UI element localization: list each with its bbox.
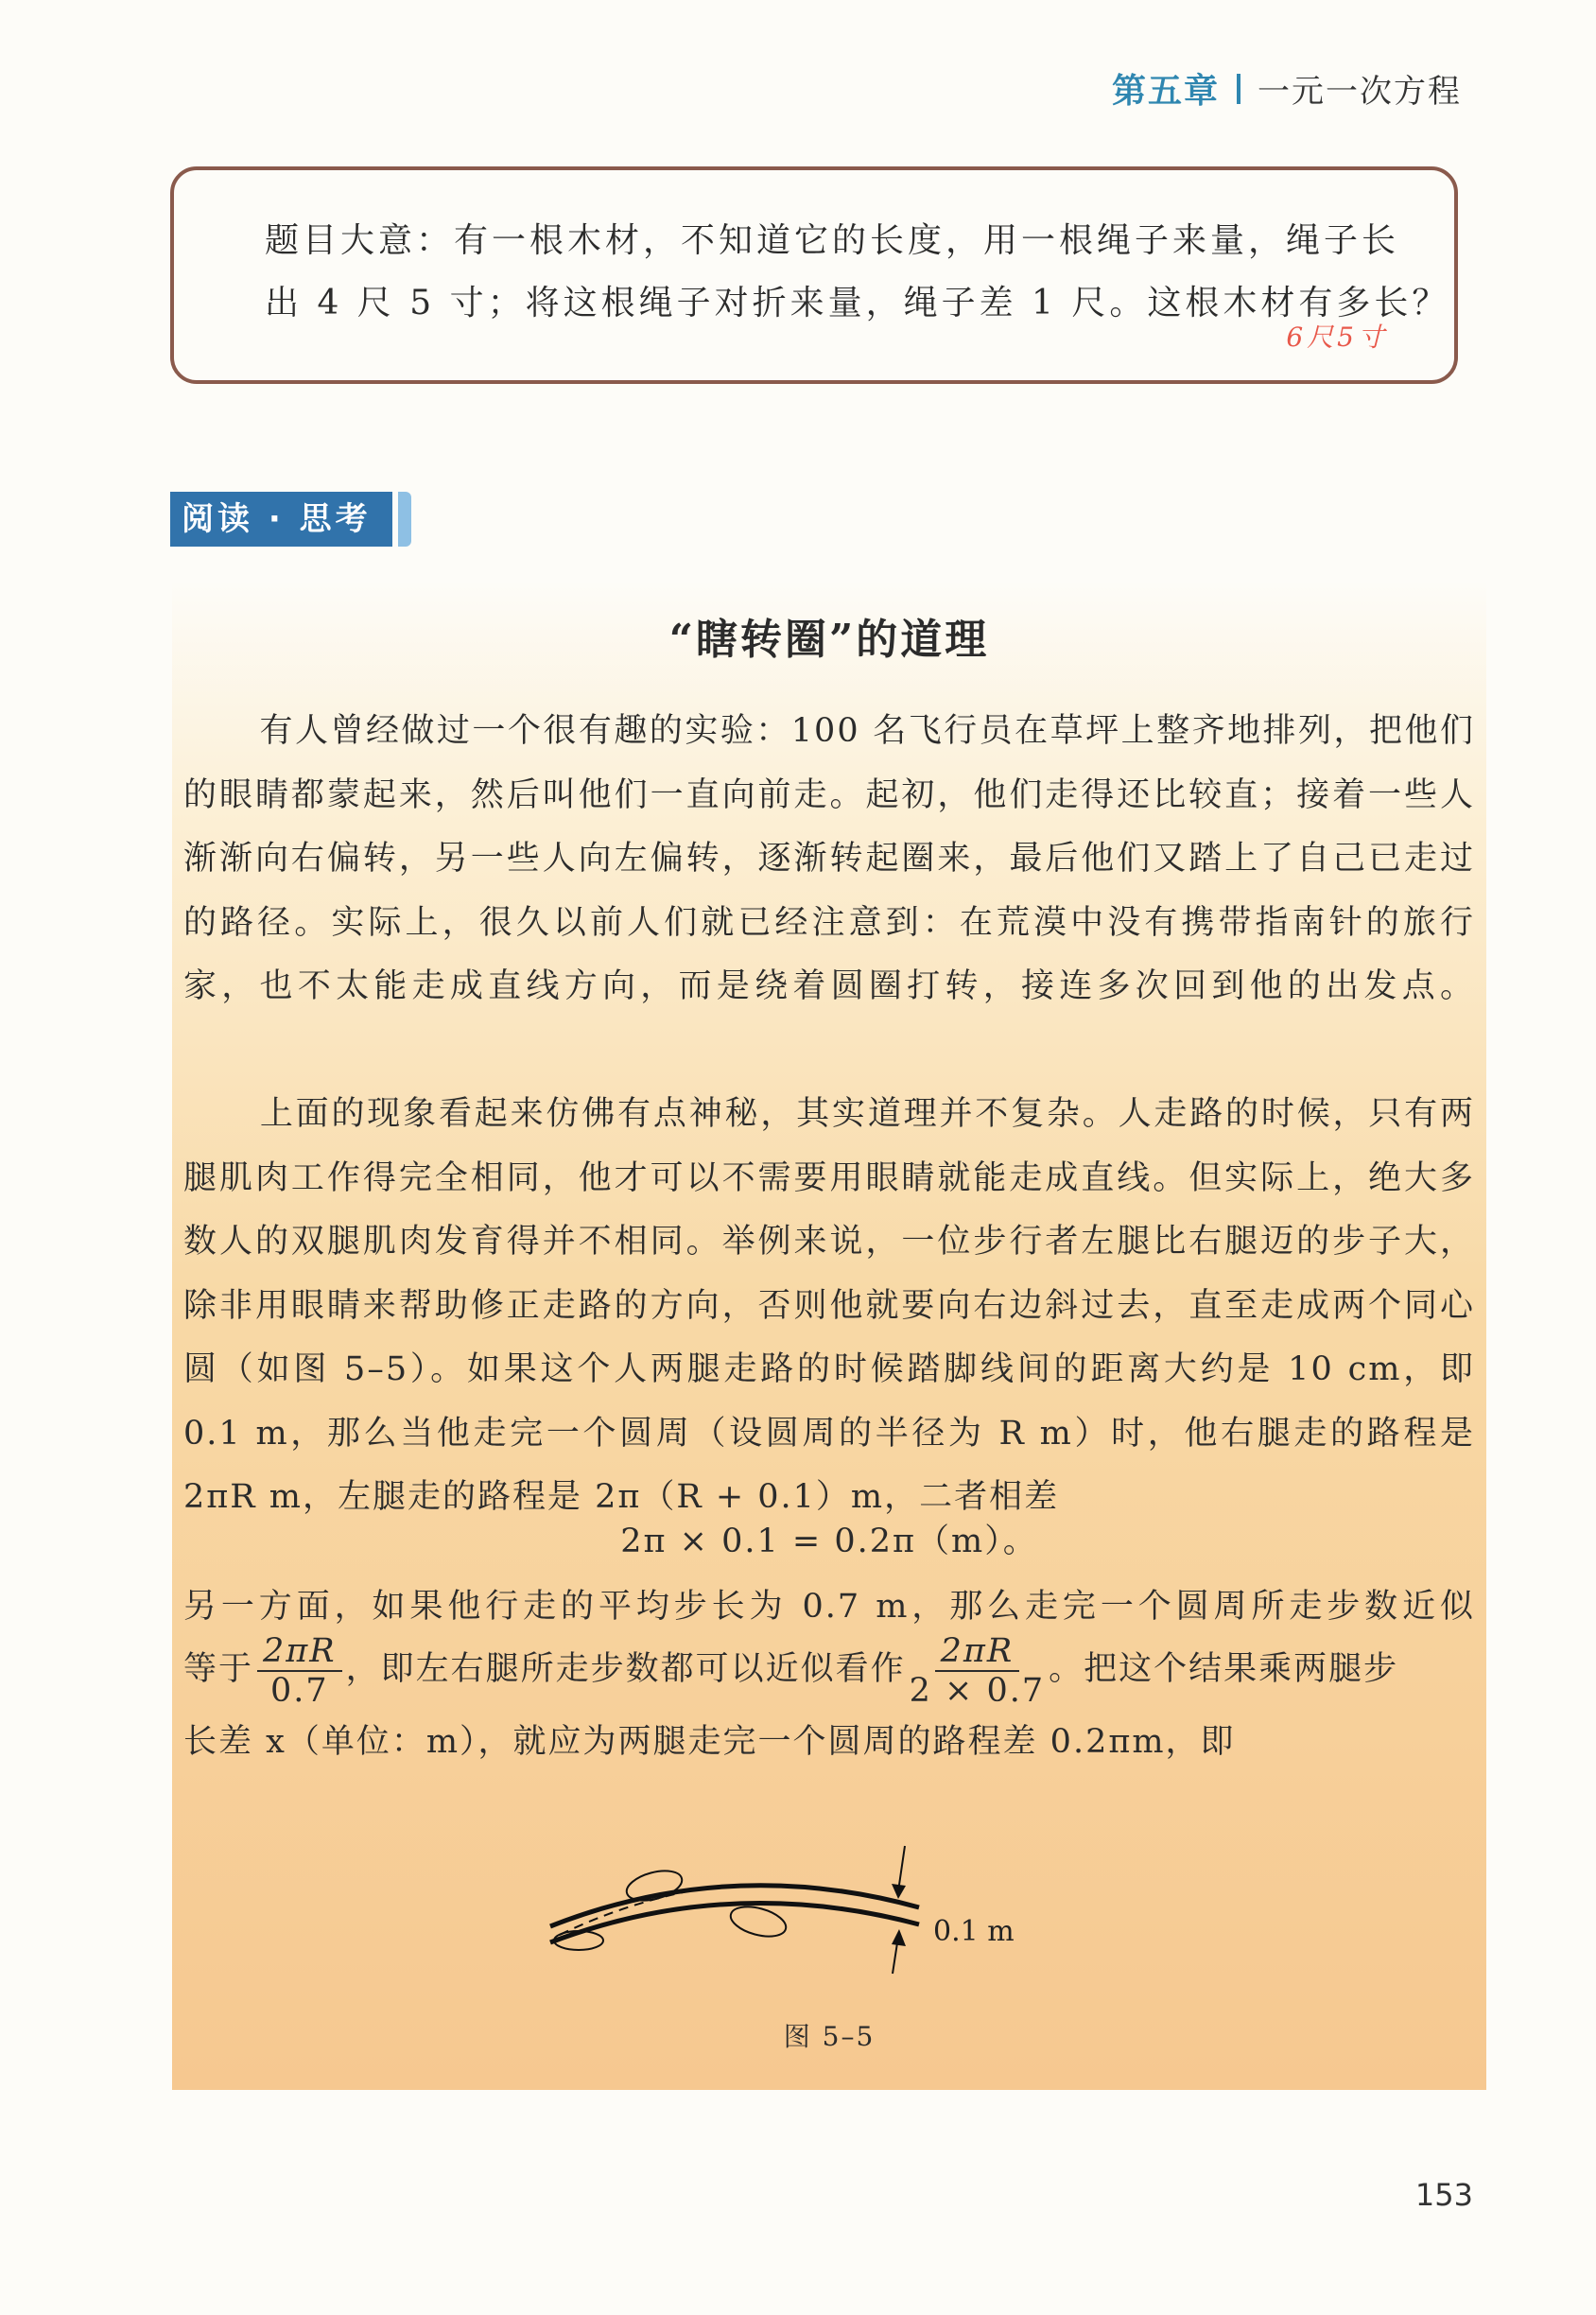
figure-distance-label: 0.1 m	[933, 1915, 1015, 1948]
header-divider	[1237, 74, 1240, 104]
problem-line-2: 出 4 尺 5 寸；将这根绳子对折来量，绳子差 1 尺。这根木材有多长？	[265, 284, 1450, 322]
reading-panel	[172, 579, 1486, 2090]
arrowhead-down	[892, 1884, 906, 1899]
handwritten-answer: 6尺5寸	[1286, 322, 1388, 353]
arrow-down-icon	[898, 1846, 905, 1891]
paragraph-3a: 另一方面，如果他行走的平均步长为 0.7 m，那么走完一个圆周所走步数近似	[183, 1588, 1475, 1626]
footprint-icon	[727, 1902, 789, 1942]
paragraph-1	[183, 700, 1475, 1019]
fraction-1-numerator: 2πR	[257, 1632, 342, 1672]
chapter-title: 一元一次方程	[1258, 73, 1462, 111]
dashed-walk-line	[560, 1889, 702, 1935]
section-label	[170, 492, 411, 547]
paragraph-3b-pre: 等于	[183, 1650, 254, 1688]
problem-box	[170, 166, 1458, 384]
reading-title: “瞎转圈”的道理	[668, 616, 990, 664]
page-header	[1112, 64, 1462, 113]
formula-line: 2π × 0.1 = 0.2π（m）。	[620, 1523, 1038, 1560]
paragraph-3b	[183, 1627, 1398, 1712]
fraction-1-denominator: 0.7	[269, 1671, 329, 1710]
chapter-number: 第五章	[1111, 72, 1220, 111]
fraction-2-numerator: 2πR	[935, 1632, 1020, 1672]
section-label-text: 阅读 · 思考	[170, 492, 392, 547]
fraction-1	[257, 1632, 342, 1710]
paragraph-2-text: 上面的现象看起来仿佛有点神秘，其实道理并不复杂。人走路的时候，只有两腿肌肉工作得完全相同，他才可以不需要用眼睛就能走成直线。但实际上，绝大多数人的双腿肌肉发育得并不相同。举例来说，一位步行者左腿比右腿迈的步子大，除非用眼睛来帮助修正走路的方向，否则他就要向右边斜过去，直至走成两个同心圆（如图 5–5）。如果这个人两腿走路的时候踏脚线间的距离大约是 10 cm，即 0.1 m，那么当他走完一个圆周（设圆周的半径为 R m）时，他右腿走的路程是 2πR m，左腿走的路程是 2π（R + 0.1）m，二者相差	[183, 1095, 1475, 1516]
paragraph-2	[183, 1083, 1475, 1530]
section-label-tab	[398, 492, 411, 547]
paragraph-1-text: 有人曾经做过一个很有趣的实验：100 名飞行员在草坪上整齐地排列，把他们的眼睛都蒙起来，然后叫他们一直向前走。起初，他们走得还比较直；接着一些人渐渐向右偏转，另一些人向左偏转，逐渐转起圈来，最后他们又踏上了自己已走过的路径。实际上，很久以前人们就已经注意到：在荒漠中没有携带指南针的旅行家，也不太能走成直线方向，而是绕着圆圈打转，接连多次回到他的出发点。	[183, 712, 1475, 1005]
page-number: 153	[1414, 2177, 1473, 2213]
figure-concentric-paths	[541, 1836, 1032, 1978]
arrowhead-up	[892, 1929, 906, 1946]
paragraph-3b-mid: ，即左右腿所走步数都可以近似看作	[345, 1650, 906, 1688]
fraction-2-denominator: 2 × 0.7	[909, 1671, 1046, 1710]
problem-line-1: 题目大意：有一根木材，不知道它的长度，用一根绳子来量，绳子长	[265, 221, 1400, 260]
fraction-2	[910, 1632, 1046, 1710]
paragraph-3c: 长差 x（单位：m），就应为两腿走完一个圆周的路程差 0.2πm，即	[183, 1723, 1236, 1761]
figure-caption: 图 5–5	[783, 2021, 876, 2052]
paragraph-3b-post: 。把这个结果乘两腿步	[1049, 1650, 1399, 1688]
